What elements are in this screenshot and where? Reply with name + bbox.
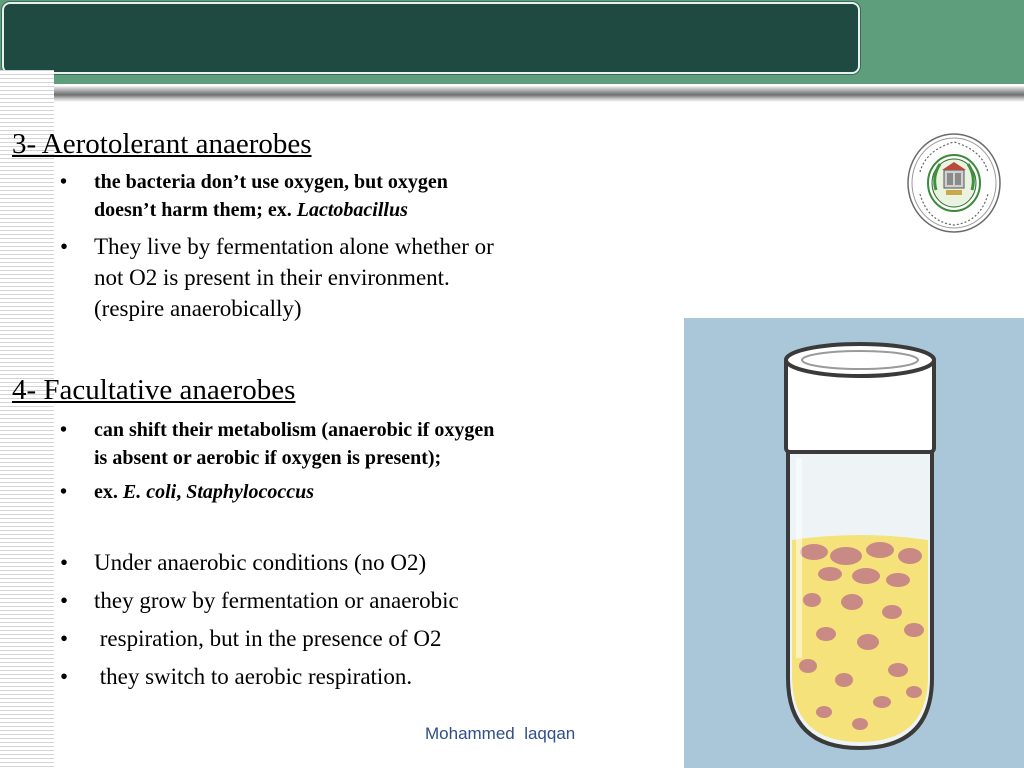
heading-aerotolerant: 3- Aerotolerant anaerobes (12, 128, 312, 160)
section-conditions (12, 544, 622, 696)
bullet-dot: • (60, 664, 69, 689)
bullet-dot: • (60, 419, 68, 441)
bullet-dot: • (60, 550, 69, 575)
bullet-line: they grow by fermentation or anaerobic (94, 588, 459, 613)
bullet-line: is absent or aerobic if oxygen is present); (94, 447, 442, 469)
test-tube-culture-image (684, 318, 1024, 768)
organism-name: Lactobacillus (296, 199, 408, 221)
example-prefix: ex. (94, 481, 123, 503)
bullet-line: not O2 is present in their environment. (94, 265, 450, 290)
bullet-conditions-4 (12, 658, 622, 696)
footer-author: Mohammed laqqan (425, 724, 576, 743)
section-facultative (12, 374, 622, 506)
organism-name: E. coli (122, 481, 177, 503)
bullet-conditions-3 (12, 620, 622, 658)
conditions-bullets (12, 544, 622, 696)
bullet-line: (respire anaerobically) (94, 296, 302, 321)
bullet-dot: • (60, 171, 68, 193)
bullet-line: They live by fermentation alone whether or (94, 234, 494, 259)
bullet-line: respiration, but in the presence of O2 (94, 626, 442, 651)
organism-name: Staphylococcus (186, 481, 315, 503)
bullet-aerotolerant-1 (12, 168, 622, 224)
university-seal-logo (906, 132, 1002, 234)
separator: , (176, 481, 187, 503)
bullet-line: Under anaerobic conditions (no O2) (94, 550, 427, 575)
bullet-facultative-2 (12, 478, 622, 506)
bullet-line: the bacteria don’t use oxygen, but oxygen (94, 171, 448, 193)
section-aerotolerant (12, 128, 622, 324)
aerotolerant-bullets (12, 168, 622, 324)
heading-facultative: 4- Facultative anaerobes (12, 374, 296, 406)
facultative-bullets (12, 416, 622, 506)
bullet-conditions-2 (12, 582, 622, 620)
title-box (2, 2, 860, 74)
bullet-line: doesn’t harm them; ex. (94, 199, 297, 221)
bullet-dot: • (60, 626, 69, 651)
bullet-line: they switch to aerobic respiration. (94, 664, 413, 689)
bullet-dot: • (60, 234, 69, 259)
bullet-dot: • (60, 588, 69, 613)
bullet-aerotolerant-2 (12, 231, 622, 324)
bullet-line: can shift their metabolism (anaerobic if oxygen (94, 419, 495, 441)
banner-divider (0, 86, 1024, 102)
bullet-conditions-1 (12, 544, 622, 582)
bullet-facultative-1 (12, 416, 622, 472)
bullet-dot: • (60, 481, 68, 503)
